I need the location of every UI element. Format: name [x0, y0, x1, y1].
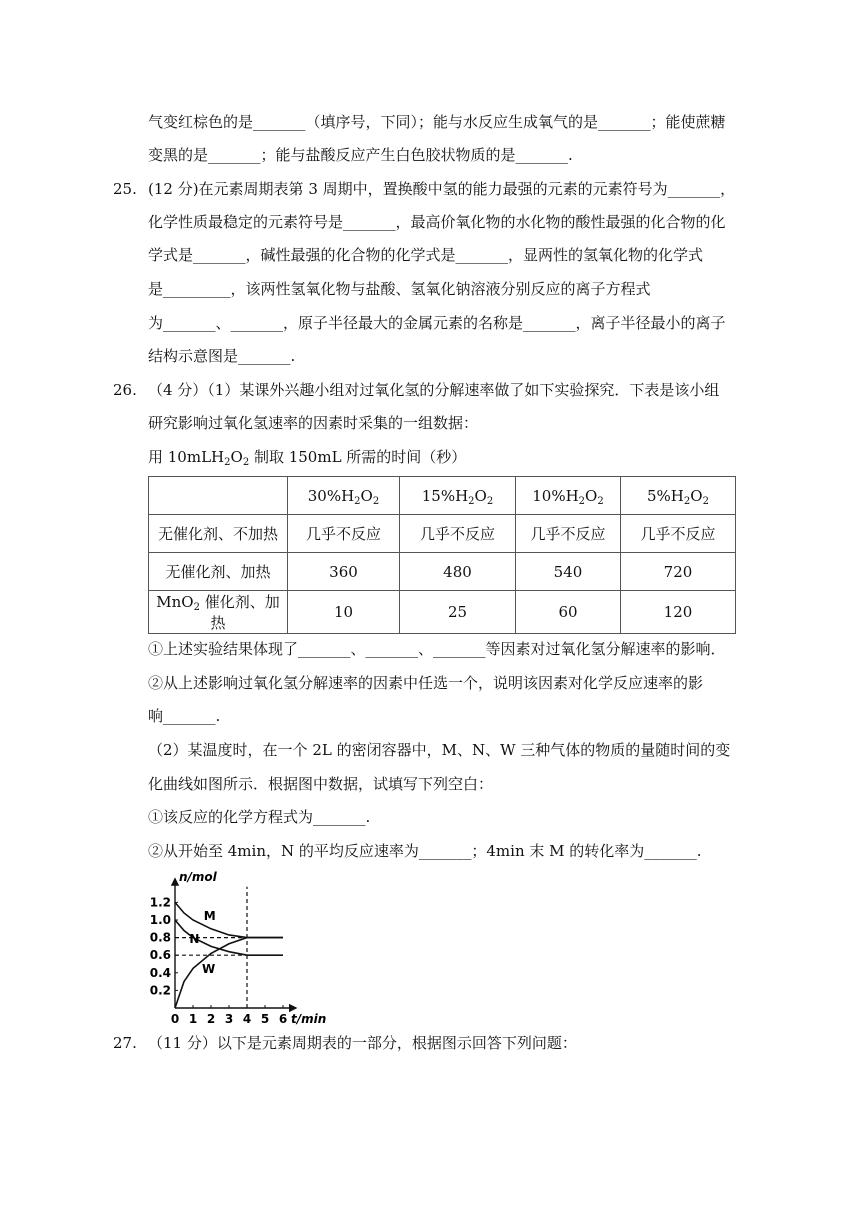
- table-header-cell: $30\%H_2O_2$: [288, 477, 400, 515]
- table-caption: 用 $10mLH_2O_2$ 制取 150mL 所需的时间（秒）: [148, 448, 467, 468]
- x-tick-label: 1: [188, 1012, 198, 1026]
- y-tick-label: 0.6: [149, 948, 171, 963]
- q26-part2a: （2）某温度时，在一个 2L 的密闭容器中，M、N、W 三种气体的物质的量随时间的变: [148, 741, 731, 759]
- amount-vs-time-chart: [140, 868, 327, 1028]
- q26-sub2b: 响_______.: [148, 707, 221, 725]
- q27-number: 27.: [113, 1034, 137, 1052]
- q25-line5: 为_______、_______，原子半径最大的金属元素的名称是_______，离子半径最小的离子: [148, 314, 726, 332]
- table-cell: 540: [516, 553, 621, 591]
- x-tick-label: 0: [170, 1012, 180, 1026]
- q26-part2-2: ②从开始至 4min，N 的平均反应速率为_______；4min 末 M 的转化率为_______.: [148, 842, 702, 860]
- table-cell: 25: [400, 591, 516, 634]
- table-cell: 60: [516, 591, 621, 634]
- row-label: MnO$_2$ 催化剂、加热: [149, 591, 288, 634]
- table-cell: 360: [288, 553, 400, 591]
- table-header-cell: $5\%H_2O_2$: [621, 477, 736, 515]
- table-corner-cell: [149, 477, 288, 515]
- q26-line2: 研究影响过氧化氢速率的因素时采集的一组数据：: [148, 414, 479, 432]
- q25-line6: 结构示意图是_______.: [148, 347, 296, 365]
- q25-line3: 学式是_______，碱性最强的化合物的化学式是_______，显两性的氢氧化物的化学式: [148, 246, 704, 264]
- y-tick-label: 1.0: [149, 913, 171, 927]
- q26-line1: （4 分）（1）某课外兴趣小组对过氧化氢的分解速率做了如下实验探究．下表是该小组: [148, 381, 720, 399]
- y-tick-label: 0.4: [149, 965, 171, 980]
- table-cell: 10: [288, 591, 400, 634]
- q26-sub1: ①上述实验结果体现了_______、_______、_______等因素对过氧化氢分解速率的影响．: [148, 640, 726, 658]
- q25-line1: (12 分)在元素周期表第 3 周期中，置换酸中氢的能力最强的元素的元素符号为_______，: [148, 180, 736, 198]
- series-line-W: [175, 938, 283, 1008]
- table-row: [149, 515, 736, 553]
- series-label-M: M: [203, 909, 216, 923]
- reaction-time-table: [148, 476, 736, 634]
- y-tick-label: 1.2: [149, 895, 171, 910]
- x-tick-label: 3: [224, 1012, 234, 1026]
- x-tick-label: 6: [278, 1012, 288, 1026]
- q25-line2: 化学性质最稳定的元素符号是_______，最高价氧化物的水化物的酸性最强的化合物的化: [148, 213, 726, 231]
- x-tick-label: 5: [260, 1012, 270, 1026]
- table-cell: 几乎不反应: [516, 515, 621, 553]
- q26-number: 26.: [113, 381, 137, 399]
- row-label: 无催化剂、加热: [149, 553, 288, 591]
- q26-part2b: 化曲线如图所示．根据图中数据，试填写下列空白：: [148, 775, 494, 793]
- y-tick-label: 0.8: [149, 930, 171, 945]
- table-header-row: [149, 477, 736, 515]
- x-tick-label: 2: [206, 1012, 216, 1026]
- table-row: [149, 553, 736, 591]
- q24-line2: 变黑的是_______；能与盐酸反应产生白色胶状物质的是_______.: [148, 146, 573, 164]
- table-cell: 720: [621, 553, 736, 591]
- q26-sub2a: ②从上述影响过氧化氢分解速率的因素中任选一个，说明该因素对化学反应速率的影: [148, 674, 704, 692]
- table-cell: 480: [400, 553, 516, 591]
- q24-line1: 气变红棕色的是_______（填序号，下同）；能与水反应生成氧气的是_______；能使蔗糖: [148, 113, 726, 131]
- q25-number: 25.: [113, 180, 137, 198]
- series-label-W: W: [202, 961, 216, 976]
- y-axis-label: n/mol: [179, 869, 217, 884]
- q26-part2-1: ①该反应的化学方程式为_______.: [148, 808, 371, 826]
- q27-text: （11 分）以下是元素周期表的一部分，根据图示回答下列问题：: [148, 1034, 577, 1052]
- table-cell: 几乎不反应: [288, 515, 400, 553]
- x-tick-label: 4: [242, 1012, 252, 1026]
- q25-line4: 是_________，该两性氢氧化物与盐酸、氢氧化钠溶液分别反应的离子方程式: [148, 280, 651, 298]
- table-cell: 120: [621, 591, 736, 634]
- row-label: 无催化剂、不加热: [149, 515, 288, 553]
- table-header-cell: $15\%H_2O_2$: [400, 477, 516, 515]
- table-cell: 几乎不反应: [400, 515, 516, 553]
- table-header-cell: $10\%H_2O_2$: [516, 477, 621, 515]
- table-cell: 几乎不反应: [621, 515, 736, 553]
- table-row: [149, 591, 736, 634]
- x-axis-label: t/min: [291, 1012, 327, 1026]
- y-tick-label: 0.2: [149, 983, 171, 998]
- series-label-N: N: [189, 931, 200, 946]
